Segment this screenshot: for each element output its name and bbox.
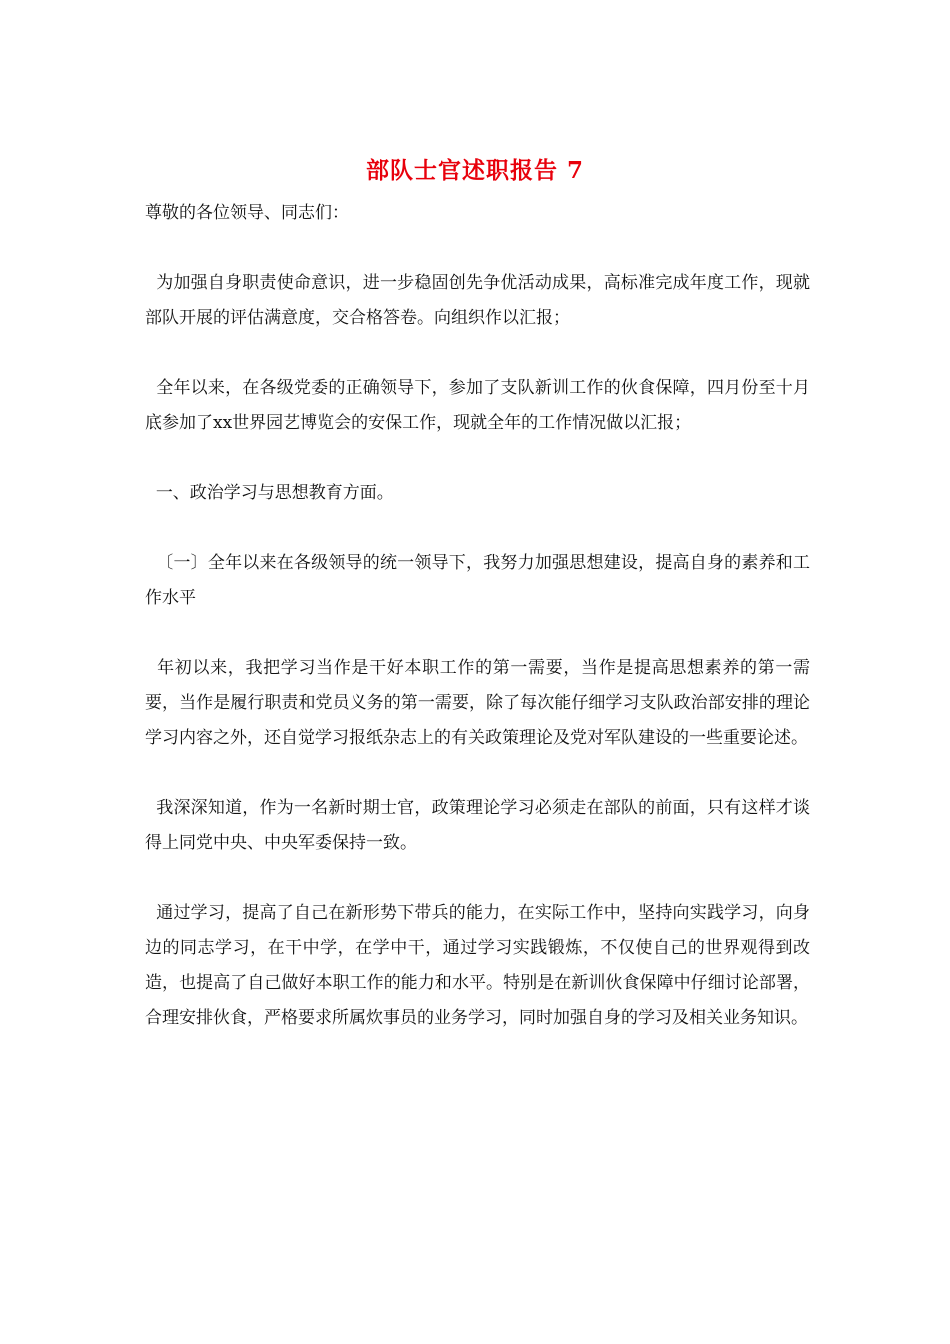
document-body — [145, 196, 810, 1071]
document-title: 部队士官述职报告 7 — [365, 157, 584, 184]
paragraph-study: 年初以来，我把学习当作是干好本职工作的第一需要，当作是提高思想素养的第一需要，当作是履行职责和党员义务的第一需要，除了每次能仔细学习支队政治部安排的理论学习内容之外，还自觉学习报纸杂志上的有关政策理论及党对军队建设的一些重要论述。 — [145, 658, 811, 748]
paragraph-awareness: 我深深知道，作为一名新时期士官，政策理论学习必须走在部队的前面，只有这样才谈得上同党中央、中央军委保持一致。 — [145, 798, 811, 853]
salutation: 尊敬的各位领导、同志们： — [145, 203, 349, 223]
section-heading-1: 一、政治学习与思想教育方面。 — [145, 483, 394, 503]
paragraph-intro: 为加强自身职责使命意识，进一步稳固创先争优活动成果，高标准完成年度工作，现就部队开展的评估满意度，交合格答卷。向组织作以汇报； — [145, 273, 811, 328]
paragraph-practice: 通过学习，提高了自己在新形势下带兵的能力，在实际工作中，坚持向实践学习，向身边的同志学习，在干中学，在学中干，通过学习实践锻炼，不仅使自己的世界观得到改造，也提高了自己做好本职工作的能力和水平。特别是在新训伙食保障中仔细讨论部署，合理安排伙食，严格要求所属炊事员的业务学习，同时加强自身的学习及相关业务知识。 — [145, 903, 811, 1028]
subsection-heading-1: 〔一〕全年以来在各级领导的统一领导下，我努力加强思想建设，提高自身的素养和工作水平 — [145, 553, 811, 608]
paragraph-overview: 全年以来，在各级党委的正确领导下，参加了支队新训工作的伙食保障，四月份至十月底参加了xx世界园艺博览会的安保工作，现就全年的工作情况做以汇报； — [145, 378, 811, 433]
